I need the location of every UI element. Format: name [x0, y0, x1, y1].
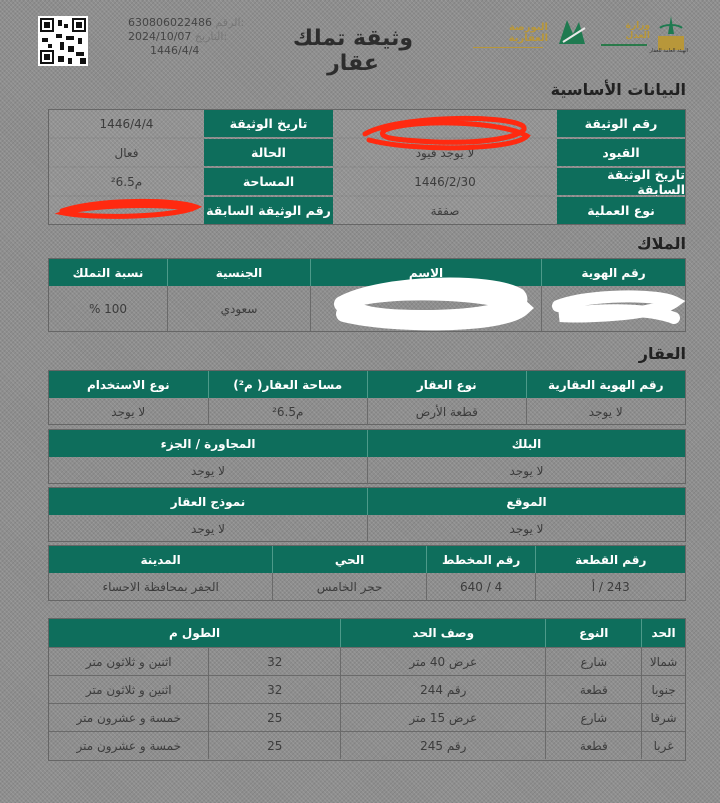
prop-col-id: رقم الهوية العقارية [526, 371, 686, 398]
basic-label-area: المساحة [204, 168, 333, 195]
property-t1-header [49, 371, 685, 398]
bound-length-text: اثنين و ثلاثون متر [85, 654, 172, 669]
org2-label: وزارة العدل [625, 20, 650, 41]
prop-type: قطعة الأرض [367, 398, 526, 425]
owners-col-share: نسبة التملك [72, 265, 144, 280]
basic-value-status: فعال [49, 139, 204, 166]
prop-col-plan: رقم المخطط [426, 546, 536, 573]
prop-col-location: الموقع [367, 488, 685, 515]
logo-sub-line [473, 47, 543, 48]
prop-block: لا يوجد [367, 457, 685, 484]
bound-length-text: خمسة و عشرون متر [76, 738, 181, 753]
property-t4-header [49, 546, 685, 573]
owners-col-name: الاسم [310, 259, 541, 286]
saudi-emblem-icon [649, 14, 688, 54]
bound-edge: جنوبا [641, 676, 685, 703]
basic-value-doc-date: 1446/4/4 [49, 110, 204, 137]
basic-label-doc-date: تاريخ الوثيقة [204, 110, 333, 137]
bounds-row [49, 703, 685, 731]
owners-col-nationality: الجنسية [167, 259, 310, 286]
basic-label-doc-number: رقم الوثيقة [557, 110, 685, 137]
bound-edge: شرقا [641, 704, 685, 731]
org1-label: الهيئة العامة للعقار [649, 48, 688, 54]
prop-district: حجر الخامس [272, 573, 426, 601]
bound-edge: غربا [641, 732, 685, 759]
prop-id: لا يوجد [526, 398, 686, 425]
qr-code [38, 16, 88, 66]
bound-desc: رقم 245 [340, 732, 545, 759]
logo-ministry-line [601, 44, 647, 46]
bounds-col-length: الطول م [168, 626, 221, 640]
basic-value-prev-doc-date: 1446/2/30 [333, 168, 557, 195]
document-meta [128, 16, 250, 58]
prop-neighbor: لا يوجد [191, 463, 225, 478]
prop-col-neighbor: المجاورة / الجزء [160, 436, 256, 451]
prop-col-model: نموذج العقار [170, 494, 246, 509]
bound-desc: رقم 244 [340, 676, 545, 703]
redaction-mark-prev-doc [56, 197, 202, 221]
bound-type: قطعة [545, 676, 641, 703]
bound-length-text: خمسة و عشرون متر [76, 710, 181, 725]
bound-desc: عرض 40 متر [340, 648, 545, 675]
property-t2-row [49, 457, 685, 484]
redaction-mark-owner-name [332, 278, 532, 332]
prop-col-type: نوع العقار [367, 371, 526, 398]
property-table-3 [48, 487, 686, 542]
bound-desc: عرض 15 متر [340, 704, 545, 731]
basic-value-area: م²6.5 [49, 168, 204, 195]
owner-share: 100 % [88, 301, 128, 316]
property-table-1 [48, 370, 686, 425]
bounds-header-row [49, 619, 685, 647]
prop-usage: لا يوجد [111, 404, 146, 419]
prop-plot: 243 / أ [535, 573, 685, 601]
basic-value-operation-type: صفقة [333, 197, 557, 224]
bound-type: شارع [545, 648, 641, 675]
bound-length-num: 32 [208, 676, 340, 703]
bound-edge: شمالا [641, 648, 685, 675]
logo-emblem-icon [553, 14, 591, 52]
bounds-row [49, 675, 685, 703]
prop-location: لا يوجد [367, 515, 685, 542]
basic-label-status: الحالة [204, 139, 333, 166]
doc-date-h: 1446/4/4 [150, 44, 200, 57]
bound-type: شارع [545, 704, 641, 731]
property-t1-row [49, 398, 685, 425]
property-t3-row [49, 515, 685, 542]
basic-label-prev-doc-number: رقم الوثيقة السابقة [204, 197, 333, 224]
bounds-row [49, 731, 685, 759]
property-table-4 [48, 545, 686, 601]
redaction-mark-owner-id [548, 290, 684, 330]
org3-label: البورصة العقارية [508, 22, 548, 44]
property-t2-header [49, 430, 685, 457]
prop-area: م²6.5 [208, 398, 368, 425]
section-property-title: العقار [638, 344, 686, 363]
bound-length-num: 32 [208, 648, 340, 675]
property-table-2 [48, 429, 686, 484]
prop-model: لا يوجد [191, 521, 225, 536]
basic-label-restrictions: القيود [557, 139, 685, 166]
bound-length-num: 25 [208, 732, 340, 759]
doc-date-g: 2024/10/07 [128, 30, 192, 43]
owner-nationality: سعودي [167, 286, 310, 331]
logo-ministry [598, 16, 650, 50]
prop-col-usage: نوع الاستخدام [86, 377, 170, 392]
section-owners-title: الملاك [636, 234, 686, 253]
owners-col-id: رقم الهوية [541, 259, 685, 286]
basic-label-prev-doc-date: تاريخ الوثيقة السابقة [557, 168, 685, 195]
prop-col-area: مساحة العقار( م²) [208, 371, 368, 398]
page-title: وثيقة تملك عقار [292, 26, 414, 76]
doc-date-label: التاريخ: [194, 30, 228, 43]
prop-plan: 4 / 640 [426, 573, 536, 601]
doc-number: 630806022486 [128, 16, 212, 29]
prop-col-district: الحي [272, 546, 426, 573]
bound-type: قطعة [545, 732, 641, 759]
prop-col-block: البلك [367, 430, 685, 457]
prop-col-plot: رقم القطعة [535, 546, 685, 573]
redaction-mark-doc-number [355, 112, 535, 156]
bounds-col-edge: الحد [641, 619, 685, 647]
section-basic-title: البيانات الأساسية [550, 80, 686, 99]
basic-label-operation-type: نوع العملية [557, 197, 685, 224]
prop-col-city: المدينة [140, 552, 181, 567]
bounds-col-type: النوع [545, 619, 641, 647]
bounds-row [49, 647, 685, 675]
logo-real-estate-exchange [468, 22, 548, 48]
bounds-table [48, 618, 686, 761]
prop-city: الجفر بمحافظة الاحساء [102, 580, 219, 594]
doc-number-label: الرقم: [215, 16, 245, 29]
property-t3-header [49, 488, 685, 515]
bound-length-text: اثنين و ثلاثون متر [85, 682, 172, 697]
basic-value-restrictions: لا يوجد قيود [333, 139, 557, 166]
bound-length-num: 25 [208, 704, 340, 731]
property-t4-row [49, 573, 685, 601]
bounds-col-desc: وصف الحد [340, 619, 545, 647]
